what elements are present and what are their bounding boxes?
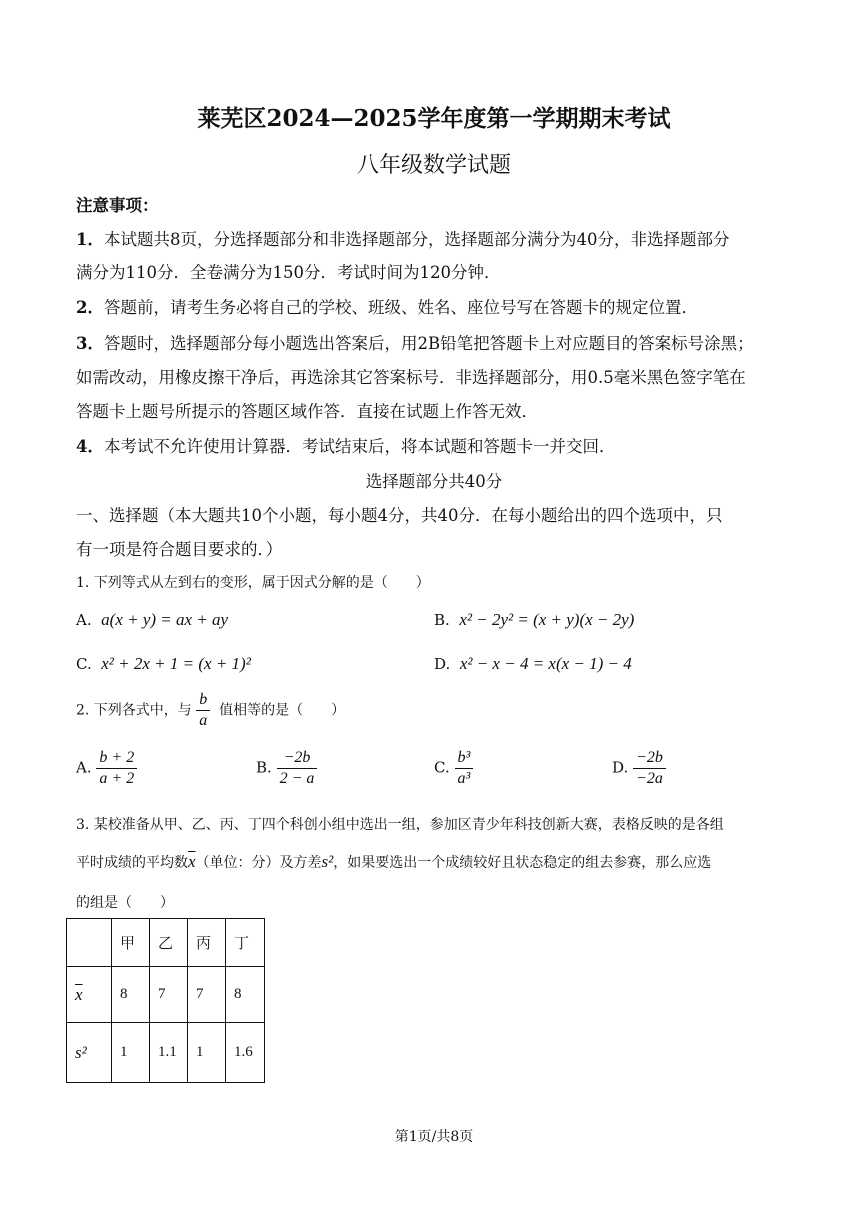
q1-option-c: C. x² + 2x + 1 = (x + 1)² <box>76 654 251 673</box>
q2-option-c: C. $\frac{\text{b³}}{\text{a³}}$ <box>434 748 473 789</box>
table-row-label: $\overline{x}$ <box>67 967 112 1023</box>
notice-3-line1: 3．答题时，选择题部分每小题选出答案后，用2B铅笔把答题卡上对应题目的答案标号涂黑； <box>76 334 754 353</box>
notice-heading: 注意事项： <box>76 196 159 215</box>
score-table <box>66 918 265 1083</box>
q1-option-d-expr: x² − x − 4 = x(x − 1) − 4 <box>459 654 632 673</box>
q2-stem: 2. 下列各式中，与 $\frac{b}{a}$ 值相等的是（ ） <box>76 691 346 729</box>
table-cell: 7 <box>188 967 226 1023</box>
q1-stem: 1. 下列等式从左到右的变形，属于因式分解的是（ ） <box>76 575 430 591</box>
notice-1-line1: 1．本试题共8页，分选择题部分和非选择题部分，选择题部分满分为40分，非选择题部分 <box>76 230 730 249</box>
variance-symbol: s² <box>321 852 334 871</box>
q1-option-d: D. x² − x − 4 = x(x − 1) − 4 <box>434 654 632 673</box>
section-heading: 选择题部分共40分 <box>365 472 503 491</box>
notice-4: 4．本考试不允许使用计算器．考试结束后，将本试题和答题卡一并交回． <box>76 437 616 456</box>
q1-option-b: B. x² − 2y² = (x + y)(x − 2y) <box>434 610 635 629</box>
q1-option-c-expr: x² + 2x + 1 = (x + 1)² <box>101 654 251 673</box>
table-cell: 8 <box>226 967 265 1023</box>
table-cell: 1.1 <box>150 1023 188 1083</box>
part-heading-line1: 一、选择题（本大题共10个小题，每小题4分，共40分．在每小题给出的四个选项中，只 <box>76 506 723 525</box>
table-row-label: s² <box>67 1023 112 1083</box>
q3-line2: 平时成绩的平均数$\overline{x}$（单位：分）及方差s²，如果要选出一个成绩较好且状态稳定的组去参赛，那么应选 <box>76 852 712 871</box>
q3-line1: 3. 某校准备从甲、乙、丙、丁四个科创小组中选出一组，参加区青少年科技创新大赛，表格反映的是各组 <box>76 817 724 833</box>
table-header-cell: 丁 <box>226 919 265 967</box>
q1-option-a-expr: a(x + y) = ax + ay <box>101 610 229 629</box>
notice-1-line2: 满分为110分．全卷满分为150分．考试时间为120分钟． <box>76 263 501 282</box>
exam-title: 莱芜区2024—2025学年度第一学期期末考试 <box>197 105 671 132</box>
table-header-cell: 丙 <box>188 919 226 967</box>
table-header-cell: 乙 <box>150 919 188 967</box>
table-cell: 7 <box>150 967 188 1023</box>
notice-3-line3: 答题卡上题号所提示的答题区域作答．直接在试题上作答无效． <box>76 402 538 421</box>
q1-option-b-expr: x² − 2y² = (x + y)(x − 2y) <box>459 610 635 629</box>
table-header-cell <box>67 919 112 967</box>
table-header-cell: 甲 <box>112 919 150 967</box>
q2-stem-fraction: $\frac{b}{a}$ <box>196 690 210 731</box>
table-row <box>67 1023 265 1083</box>
notice-2: 2．答题前，请考生务必将自己的学校、班级、姓名、座位号写在答题卡的规定位置． <box>76 298 698 317</box>
table-cell: 1 <box>188 1023 226 1083</box>
q3-line3: 的组是（ ） <box>76 895 174 911</box>
xbar-symbol: $\overline{x}$ <box>188 852 196 871</box>
q2-option-d: D. $\frac{-2b}{-2a}$ <box>612 748 666 789</box>
page-footer: 第1页/共8页 <box>394 1129 474 1145</box>
q2-option-a: A. $\frac{b + 2}{a + 2}$ <box>76 748 137 789</box>
exam-subtitle: 八年级数学试题 <box>356 153 511 178</box>
q2-option-b: B. $\frac{-2b}{2 - a}$ <box>256 748 317 789</box>
notice-3-line2: 如需改动，用橡皮擦干净后，再选涂其它答案标号．非选择题部分，用0.5毫米黑色签字笔在 <box>76 368 746 387</box>
table-row <box>67 967 265 1023</box>
table-cell: 8 <box>112 967 150 1023</box>
table-cell: 1.6 <box>226 1023 265 1083</box>
table-cell: 1 <box>112 1023 150 1083</box>
q1-option-a: A. a(x + y) = ax + ay <box>76 610 229 629</box>
part-heading-line2: 有一项是符合题目要求的．） <box>76 540 283 559</box>
table-header-row <box>67 919 265 967</box>
